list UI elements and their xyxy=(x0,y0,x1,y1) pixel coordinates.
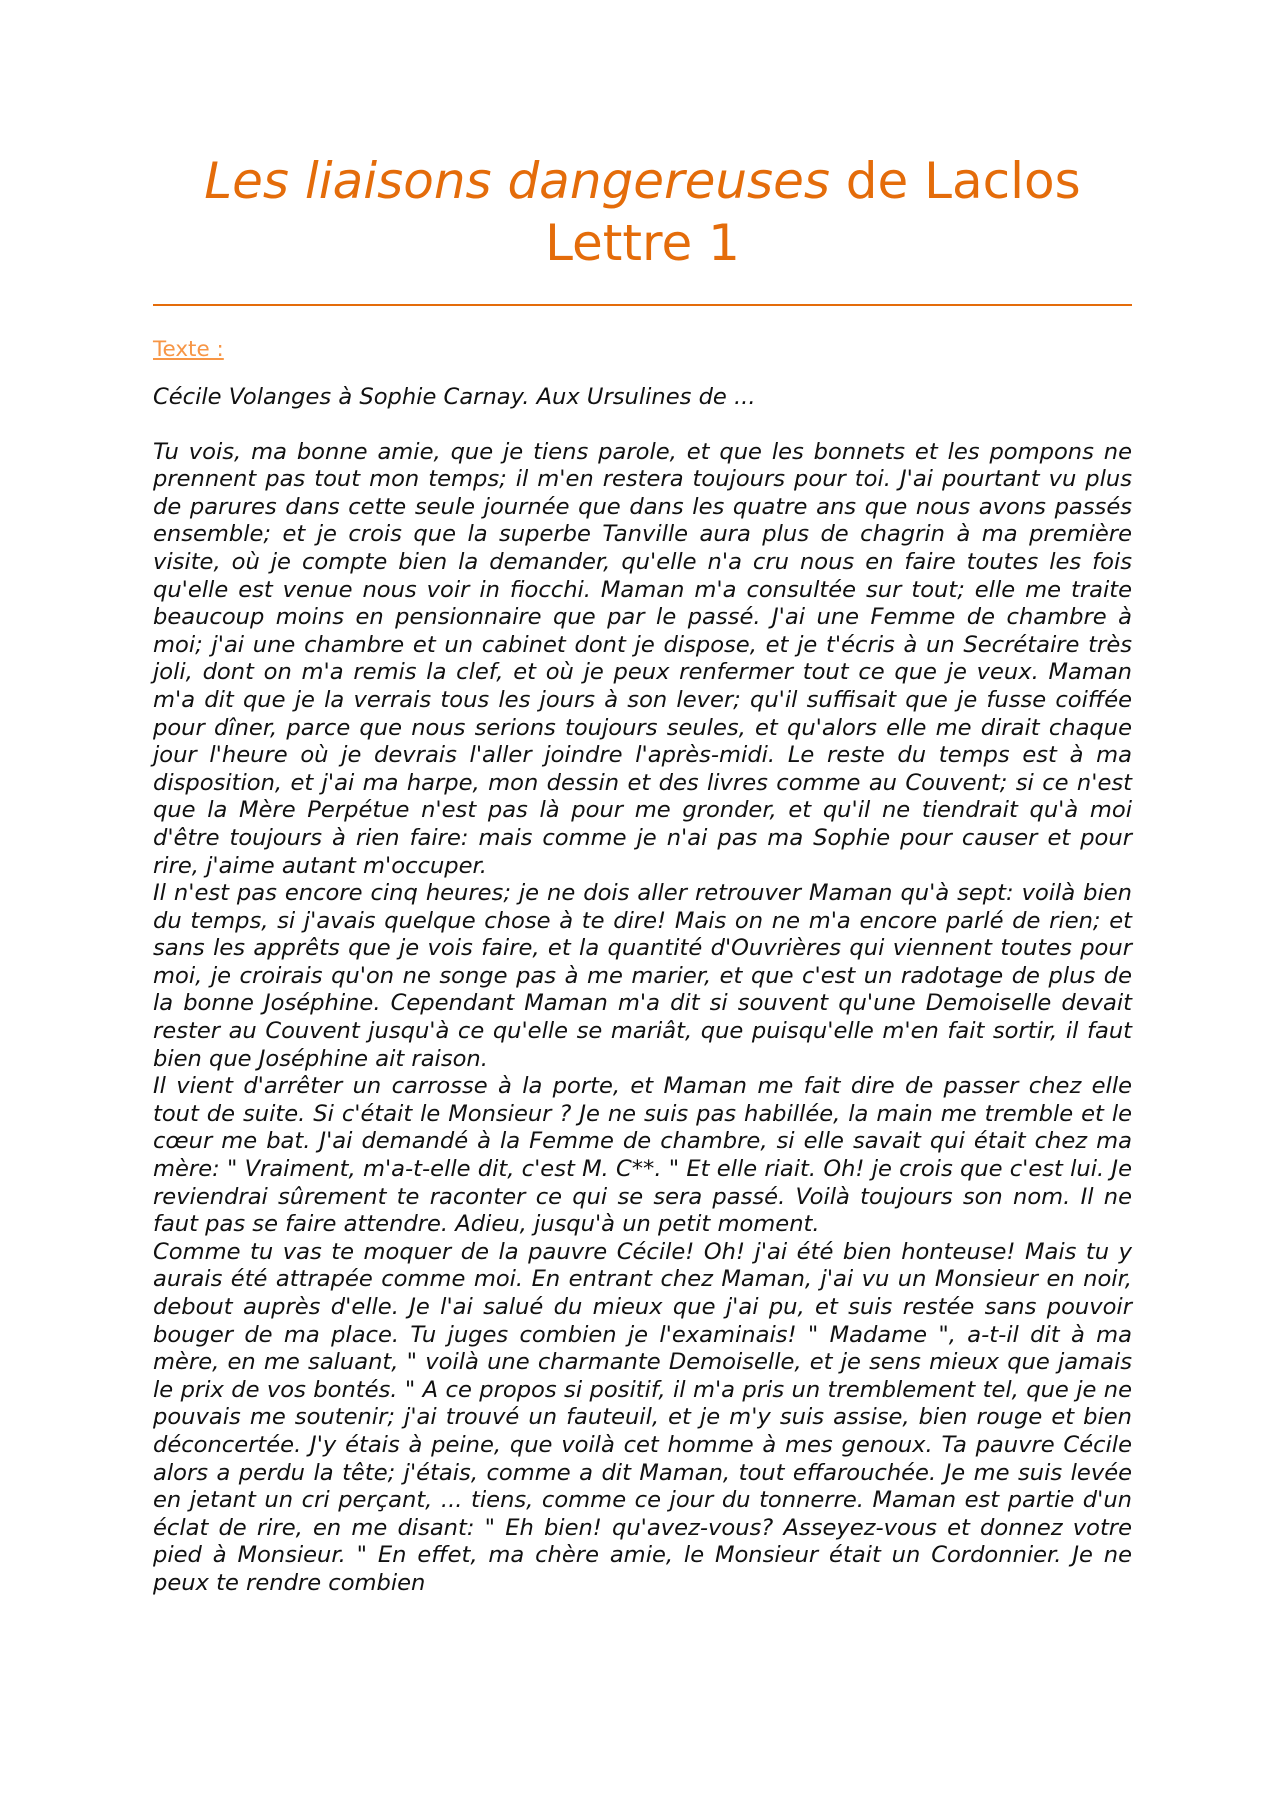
letter-paragraph-2: Il n'est pas encore cinq heures; je ne dois aller retrouver Maman qu'à sept: voilà bien du temps, si j'avais quelque chose à te dire! Mais on ne m'a encore parlé de rien; et sans les apprêts que je vois faire, et la quantité d'Ouvrières qui viennent toutes pour moi, je croirais qu'on ne songe pas à me marier, et que c'est un radotage de plus de la bonne Joséphine. Cependant Maman m'a dit si souvent qu'une Demoiselle devait rester au Couvent jusqu'à ce qu'elle se mariât, que puisqu'elle m'en fait sortir, il faut bien que Joséphine ait raison. xyxy=(153,880,1132,1072)
letter-paragraph-4: Comme tu vas te moquer de la pauvre Cécile! Oh! j'ai été bien honteuse! Mais tu y aurais été attrapée comme moi. En entrant chez Maman, j'ai vu un Monsieur en noir, debout auprès d'elle. Je l'ai salué du mieux que j'ai pu, et suis restée sans pouvoir bouger de ma place. Tu juges combien je l'examinais! " Madame ", a-t-il dit à ma mère, en me saluant, " voilà une charmante Demoiselle, et je sens mieux que jamais le prix de vos bontés. " A ce propos si positif, il m'a pris un tremblement tel, que je ne pouvais me soutenir; j'ai trouvé un fauteuil, et je m'y suis assise, bien rouge et bien déconcertée. J'y étais à peine, que voilà cet homme à mes genoux. Ta pauvre Cécile alors a perdu la tête; j'étais, comme a dit Maman, tout effarouchée. Je me suis levée en jetant un cri perçant, ... tiens, comme ce jour du tonnerre. Maman est partie d'un éclat de rire, en me disant: " Eh bien! qu'avez-vous? Asseyez-vous et donnez votre pied à Monsieur. " En effet, ma chère amie, le Monsieur était un Cordonnier. Je ne peux te rendre combien xyxy=(153,1238,1132,1596)
letter-heading: Cécile Volanges à Sophie Carnay. Aux Ursulines de ... xyxy=(153,384,756,410)
document-page xyxy=(153,150,1132,1598)
document-title xyxy=(153,150,1132,274)
letter-paragraph-3: Il vient d'arrêter un carrosse à la porte, et Maman me fait dire de passer chez elle tout de suite. Si c'était le Monsieur ? Je ne suis pas habillée, la main me tremble et le cœur me bat. J'ai demandé à la Femme de chambre, si elle savait qui était chez ma mère: " Vraiment, m'a-t-elle dit, c'est M. C**. " Et elle riait. Oh! je crois que c'est lui. Je reviendrai sûrement te raconter ce qui se sera passé. Voilà toujours son nom. Il ne faut pas se faire attendre. Adieu, jusqu'à un petit moment. xyxy=(153,1073,1132,1238)
title-italic: Les liaisons dangereuses xyxy=(204,152,830,210)
title-line2: Lettre 1 xyxy=(545,214,740,272)
title-divider xyxy=(153,304,1132,306)
letter-paragraph-1: Tu vois, ma bonne amie, que je tiens parole, et que les bonnets et les pompons ne prennent pas tout mon temps; il m'en restera toujours pour toi. J'ai pourtant vu plus de parures dans cette seule journée que dans les quatre ans que nous avons passés ensemble; et je crois que la superbe Tanville aura plus de chagrin à ma première visite, où je compte bien la demander, qu'elle n'a cru nous en faire toutes les fois qu'elle est venue nous voir in fiocchi. Maman m'a consultée sur tout; elle me traite beaucoup moins en pensionnaire que par le passé. J'ai une Femme de chambre à moi; j'ai une chambre et un cabinet dont je dispose, et je t'écris à un Secrétaire très joli, dont on m'a remis la clef, et où je peux renfermer tout ce que je veux. Maman m'a dit que je la verrais tous les jours à son lever; qu'il suffisait que je fusse coiffée pour dîner, parce que nous serions toujours seules, et qu'alors elle me dirait chaque jour l'heure où je devrais l'aller joindre l'après-midi. Le reste du temps est à ma disposition, et j'ai ma harpe, mon dessin et des livres comme au Couvent; si ce n'est que la Mère Perpétue n'est pas là pour me gronder, et qu'il ne tiendrait qu'à moi d'être toujours à rien faire: mais comme je n'ai pas ma Sophie pour causer et pour rire, j'aime autant m'occuper. xyxy=(153,438,1132,879)
title-rest: de Laclos xyxy=(829,152,1081,210)
section-label-link[interactable]: Texte : xyxy=(153,337,224,362)
